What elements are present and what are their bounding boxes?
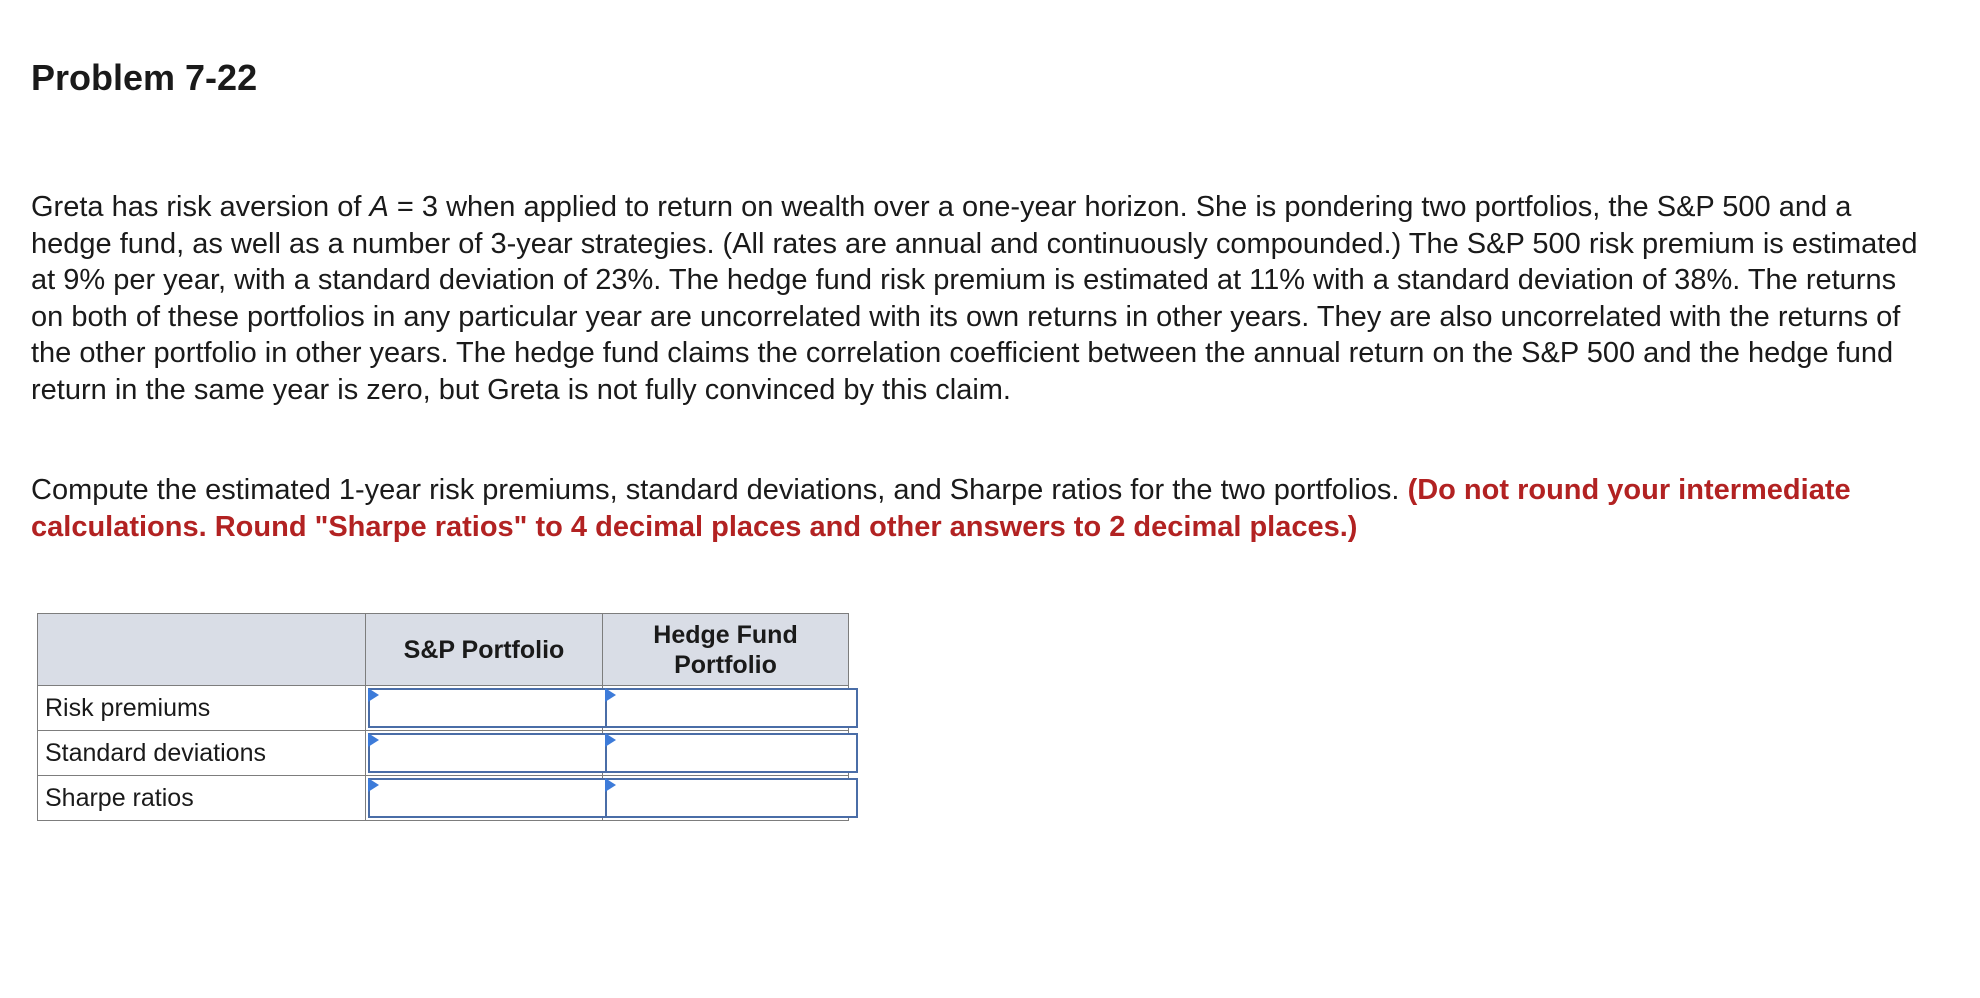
answer-flag-icon bbox=[605, 688, 616, 702]
cell-hf-risk-premium bbox=[603, 686, 849, 731]
table-header-row bbox=[38, 614, 849, 686]
hf-sharpe-ratio-input[interactable] bbox=[605, 778, 858, 818]
intro-text-start: Greta has risk aversion of bbox=[31, 191, 370, 223]
row-label-risk-premiums: Risk premiums bbox=[38, 686, 366, 731]
sp-risk-premium-input[interactable] bbox=[368, 688, 612, 728]
answer-flag-icon bbox=[605, 733, 616, 747]
problem-intro bbox=[31, 189, 1931, 408]
column-header-hedge-fund-line1: Hedge Fund bbox=[653, 620, 798, 649]
table-row-standard-deviations bbox=[38, 731, 849, 776]
cell-sp-standard-deviation bbox=[366, 731, 603, 776]
table-row-sharpe-ratios bbox=[38, 776, 849, 821]
risk-aversion-variable: A bbox=[369, 191, 389, 223]
column-header-hedge-fund-line2: Portfolio bbox=[674, 650, 777, 679]
row-label-sharpe-ratios: Sharpe ratios bbox=[38, 776, 366, 821]
problem-title: Problem 7-22 bbox=[31, 57, 258, 98]
problem-page bbox=[31, 52, 1931, 545]
answer-flag-icon bbox=[368, 688, 379, 702]
cell-sp-sharpe-ratio bbox=[366, 776, 603, 821]
hf-risk-premium-input[interactable] bbox=[605, 688, 858, 728]
sp-sharpe-ratio-input[interactable] bbox=[368, 778, 612, 818]
cell-hf-sharpe-ratio bbox=[603, 776, 849, 821]
answer-flag-icon bbox=[368, 733, 379, 747]
row-label-standard-deviations: Standard deviations bbox=[38, 731, 366, 776]
rounding-instruction: (Do not round your intermediate calculations. Round "Sharpe ratios" to 4 decimal places and other answers to 2 decimal places.) bbox=[31, 474, 1851, 543]
answer-flag-icon bbox=[368, 778, 379, 792]
column-header-hedge-fund-portfolio bbox=[603, 614, 849, 686]
answer-table bbox=[37, 613, 849, 821]
sp-standard-deviation-input[interactable] bbox=[368, 733, 612, 773]
question-prompt bbox=[31, 472, 1931, 545]
table-row-risk-premiums bbox=[38, 686, 849, 731]
cell-sp-risk-premium bbox=[366, 686, 603, 731]
column-header-sp-portfolio: S&P Portfolio bbox=[366, 614, 603, 686]
answer-flag-icon bbox=[605, 778, 616, 792]
cell-hf-standard-deviation bbox=[603, 731, 849, 776]
table-corner-cell bbox=[38, 614, 366, 686]
intro-text-rest: = 3 when applied to return on wealth over a one-year horizon. She is pondering two portfolios, the S&P 500 and a hedge fund, as well as a number of 3-year strategies. (All rates are annual and continuously compounded.) The S&P 500 risk premium is estimated at 9% per year, with a standard deviation of 23%. The hedge fund risk premium is estimated at 11% with a standard deviation of 38%. The returns on both of these portfolios in any particular year are uncorrelated with its own returns in other years. They are also uncorrelated with the returns of the other portfolio in other years. The hedge fund claims the correlation coefficient between the annual return on the S&P 500 and the hedge fund return in the same year is zero, but Greta is not fully convinced by this claim. bbox=[31, 191, 1918, 406]
question-text: Compute the estimated 1-year risk premiums, standard deviations, and Sharpe ratios for the two portfolios. bbox=[31, 474, 1408, 506]
hf-standard-deviation-input[interactable] bbox=[605, 733, 858, 773]
